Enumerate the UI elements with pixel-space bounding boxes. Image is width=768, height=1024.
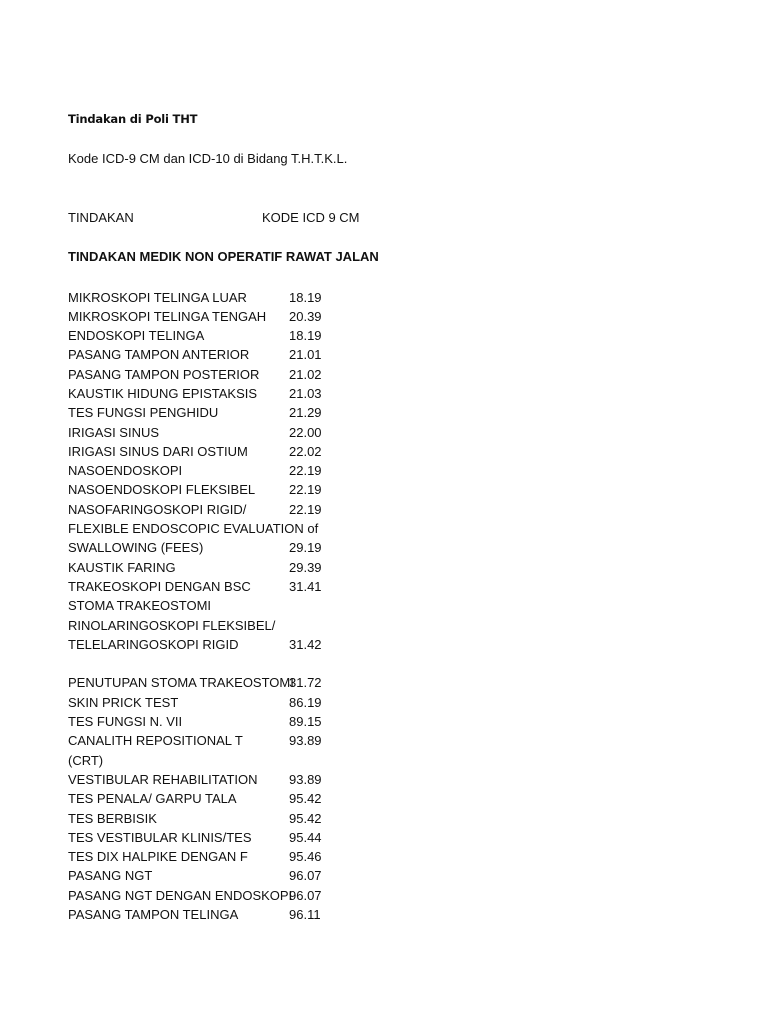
procedure-list [68,288,388,925]
procedure-row [68,847,388,866]
procedure-row [68,288,388,307]
procedure-name: PASANG TAMPON ANTERIOR [68,347,250,363]
procedure-code: 96.11 [289,907,321,922]
procedure-code: 96.07 [289,868,322,884]
procedure-name: (CRT) [68,752,104,768]
procedure-name: IRIGASI SINUS [68,424,160,440]
procedure-name: ENDOSKOPI TELINGA [68,328,205,344]
procedure-name: PASANG TAMPON POSTERIOR [68,366,260,382]
procedure-code: 21.03 [289,385,322,401]
procedure-name: PENUTUPAN STOMA TRAKEOSTOMI [68,675,294,691]
procedure-row [68,712,388,731]
procedure-code: 22.02 [289,443,322,459]
procedure-code: 95.42 [289,810,322,826]
procedure-name: TES PENALA/ GARPU TALA [68,791,237,807]
procedure-row [68,828,388,847]
procedure-row [68,403,388,422]
procedure-name: MIKROSKOPI TELINGA TENGAH [68,308,267,324]
procedure-name: NASOFARINGOSKOPI RIGID/ [68,501,247,517]
procedure-code: 18.19 [289,289,322,305]
procedure-name: STOMA TRAKEOSTOMI [68,598,212,614]
procedure-name: RINOLARINGOSKOPI FLEKSIBEL/ [68,617,276,633]
procedure-name: IRIGASI SINUS DARI OSTIUM [68,443,248,459]
procedure-code: 22.00 [289,424,322,440]
procedure-name: KAUSTIK HIDUNG EPISTAKSIS [68,385,258,401]
procedure-code: 20.39 [289,308,322,324]
procedure-row [68,577,388,596]
procedure-row [68,809,388,828]
procedure-row [68,886,388,905]
procedure-row [68,789,388,808]
procedure-code: 31.42 [289,636,322,652]
procedure-row [68,770,388,789]
procedure-row [68,635,388,654]
procedure-code: 29.39 [289,559,322,575]
procedure-row [68,538,388,557]
procedure-name: NASOENDOSKOPI [68,463,183,479]
procedure-code: 21.02 [289,366,322,382]
procedure-code: 21.01 [289,347,322,363]
procedure-row [68,442,388,461]
procedure-code: 22.19 [289,463,322,479]
procedure-name: MIKROSKOPI TELINGA LUAR [68,289,247,305]
procedure-name: SWALLOWING (FEES) [68,540,204,556]
procedure-code: 22.19 [289,501,322,517]
procedure-row [68,905,388,924]
procedure-row [68,480,388,499]
procedure-row [68,307,388,326]
procedure-name: CANALITH REPOSITIONAL T [68,733,243,749]
procedure-name: KAUSTIK FARING [68,559,176,575]
procedure-row [68,423,388,442]
column-header-kode: KODE ICD 9 CM [262,210,360,225]
procedure-name: FLEXIBLE ENDOSCOPIC EVALUATION of [68,521,319,537]
procedure-row [68,558,388,577]
procedure-name: PASANG TAMPON TELINGA [68,907,239,922]
document-title: Tindakan di Poli THT [68,112,198,126]
procedure-row [68,866,388,885]
procedure-name: TELELARINGOSKOPI RIGID [68,636,239,652]
procedure-row [68,326,388,345]
procedure-name: TES BERBISIK [68,810,157,826]
procedure-code: 31.41 [289,578,322,594]
procedure-code: 31.72 [289,675,322,691]
procedure-code: 18.19 [289,328,322,344]
procedure-row [68,616,388,635]
procedure-code: 95.46 [289,849,322,865]
procedure-name: TES VESTIBULAR KLINIS/TES [68,829,252,845]
procedure-name: TES FUNGSI N. VII [68,714,183,730]
procedure-code: 96.07 [289,887,322,903]
document-subtitle: Kode ICD-9 CM dan ICD-10 di Bidang T.H.T.K.L. [68,151,348,166]
procedure-code: 21.29 [289,405,322,421]
column-header-tindakan: TINDAKAN [68,210,134,225]
procedure-name: TES FUNGSI PENGHIDU [68,405,219,421]
procedure-code: 29.19 [289,540,322,556]
procedure-name: PASANG NGT DENGAN ENDOSKOPI [68,887,293,903]
procedure-code: 93.89 [289,771,322,787]
procedure-code: 93.89 [289,733,322,749]
procedure-name: PASANG NGT [68,868,153,884]
procedure-row [68,384,388,403]
procedure-row [68,751,388,770]
procedure-name: VESTIBULAR REHABILITATION [68,771,258,787]
procedure-code: 89.15 [289,714,322,730]
section-title: TINDAKAN MEDIK NON OPERATIF RAWAT JALAN [68,249,379,264]
procedure-row [68,693,388,712]
procedure-row [68,673,388,692]
procedure-name: TES DIX HALPIKE DENGAN F [68,849,248,865]
procedure-code: 22.19 [289,482,322,498]
procedure-row [68,345,388,364]
procedure-row [68,365,388,384]
procedure-row [68,461,388,480]
procedure-code: 95.42 [289,791,322,807]
procedure-name: NASOENDOSKOPI FLEKSIBEL [68,482,256,498]
procedure-row [68,519,388,538]
procedure-row [68,731,388,750]
procedure-name: TRAKEOSKOPI DENGAN BSC [68,578,251,594]
procedure-code: 86.19 [289,694,322,710]
procedure-name: SKIN PRICK TEST [68,694,179,710]
procedure-row [68,500,388,519]
procedure-code: 95.44 [289,829,322,845]
row-spacer [68,654,388,673]
procedure-row [68,596,388,615]
